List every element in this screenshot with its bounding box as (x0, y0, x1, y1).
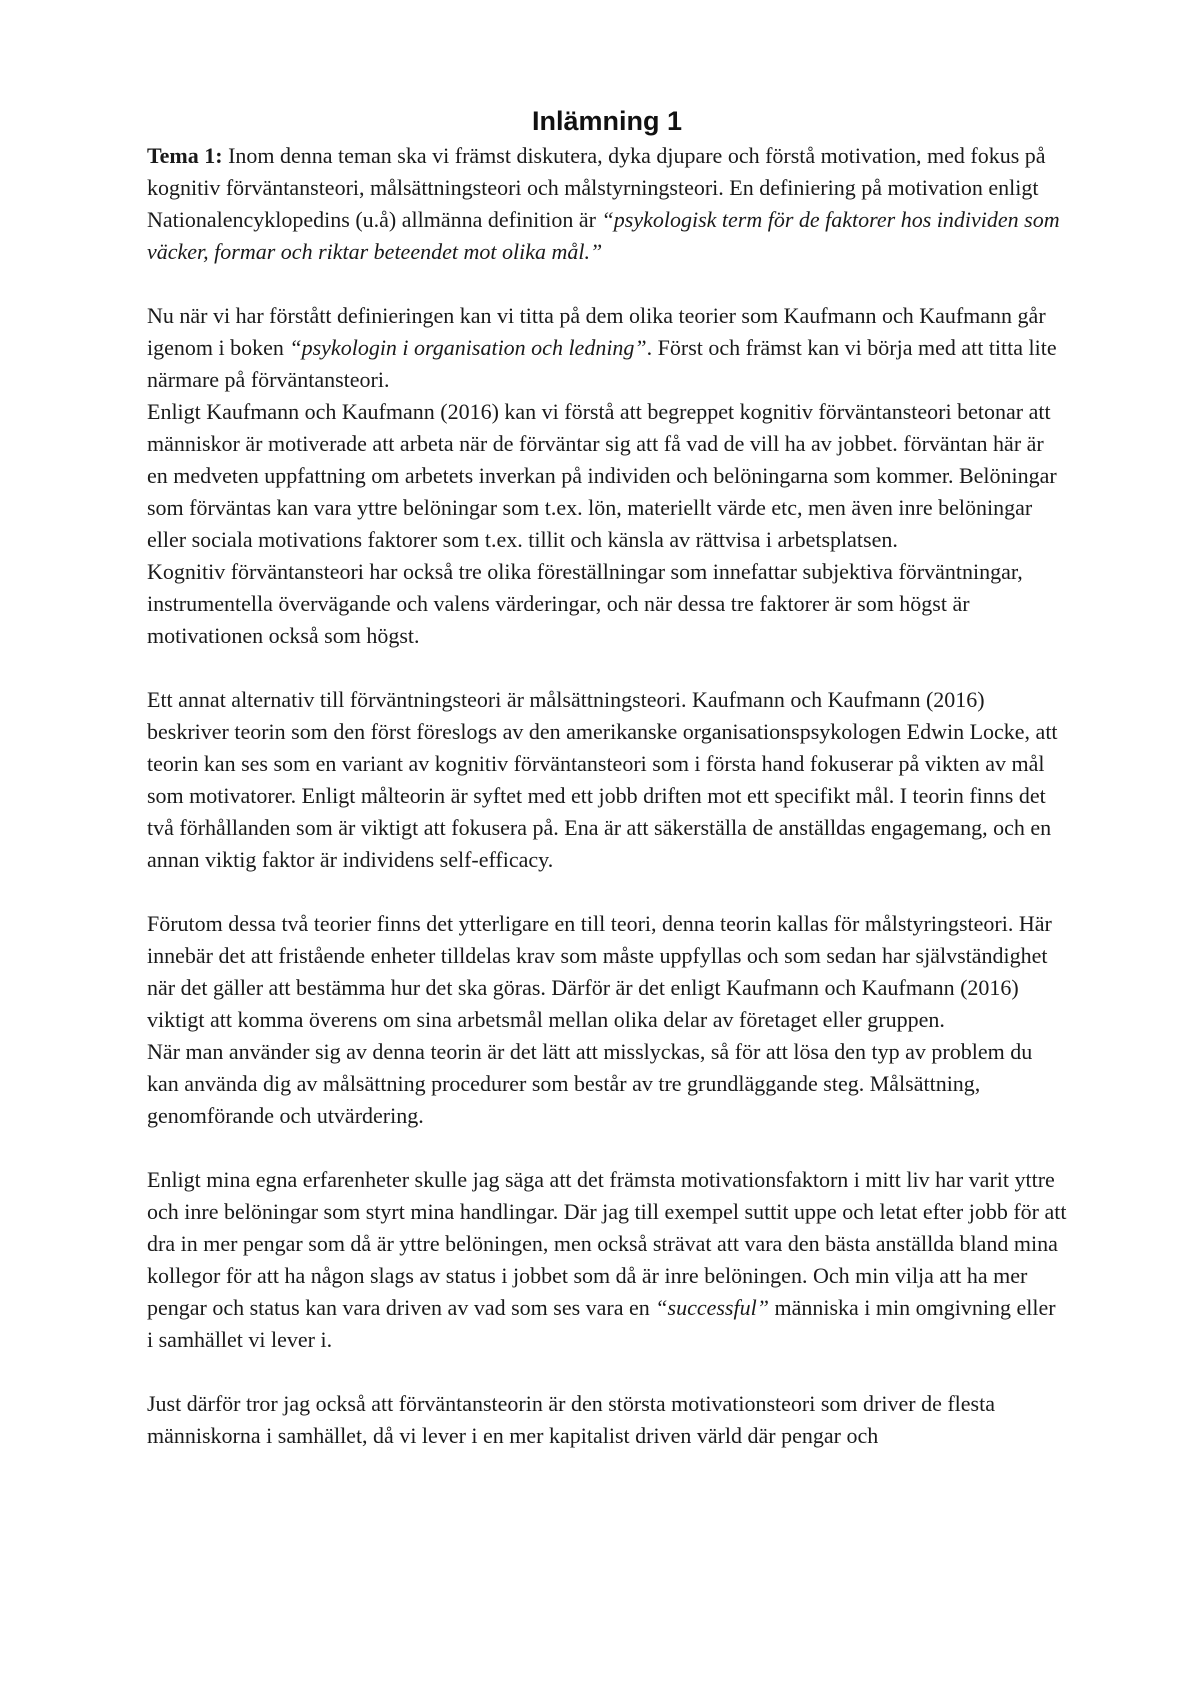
theories-intro-text-end: . Först och främst kan vi börja med att titta lite närmare på förväntansteori. (147, 335, 1057, 392)
definition-quote: “psykologisk term för de faktorer hos individen som väcker, formar och riktar beteendet mot olika mål.” (147, 207, 1060, 264)
paragraph-theories-intro (147, 300, 1067, 396)
paragraph-conclusion: Just därför tror jag också att förväntansteorin är den största motivationsteori som driver de flesta människorna i samhället, då vi lever i en mer kapitalist driven värld där pengar och (147, 1391, 995, 1448)
paragraph-management-by-objectives: Förutom dessa två teorier finns det ytterligare en till teori, denna teorin kallas för målstyringsteori. Här innebär det att fristående enheter tilldelas krav som måste uppfyllas och som sedan har självständighet när det gäller att bestämma hur det ska göras. Därför är det enligt Kaufmann och Kaufmann (2016) viktigt att komma överens om sina arbetsmål mellan olika delar av företaget eller gruppen. (147, 911, 1052, 1032)
personal-experience-text-end: människa i min omgivning eller i samhället vi lever i. (147, 1295, 1056, 1352)
intro-text: Inom denna teman ska vi främst diskutera, dyka djupare och förstå motivation, med fokus på kognitiv förväntansteori, målsättningsteori och målstyrningsteori. En definiering på motivation enligt Nationalencyklopedins (u.å) allmänna definition är (147, 143, 1046, 232)
paragraph-personal-experience (147, 1164, 1067, 1356)
paragraph-goal-setting-theory: Ett annat alternativ till förväntningsteori är målsättningsteori. Kaufmann och Kaufmann (2016) beskriver teorin som den först föreslogs av den amerikanske organisationspsykologen Edwin Locke, att teorin kan ses som en variant av kognitiv förväntansteori som i första hand fokuserar på vikten av mål som motivatorer. Enligt målteorin är syftet med ett jobb driften mot ett specifikt mål. I teorin finns det två förhållanden som är viktigt att fokusera på. Ena är att säkerställa de anställdas engagemang, och en annan viktig faktor är individens self-efficacy. (147, 687, 1058, 872)
paragraph-intro (147, 140, 1067, 268)
book-title: “psykologin i organisation och ledning” (289, 335, 647, 360)
personal-experience-text: Enligt mina egna erfarenheter skulle jag säga att det främsta motivationsfaktorn i mitt liv har varit yttre och inre belöningar som styrt mina handlingar. Där jag till exempel suttit uppe och letat efter jobb för att dra in mer pengar som då är yttre belöningen, men också strävat att vara den bästa anställda bland mina kollegor för att ha någon slags av status i jobbet som då är inre belöningen. Och min vilja att ha mer pengar och status kan vara driven av vad som ses vara en (147, 1167, 1067, 1320)
page-title: Inlämning 1 (531, 106, 683, 136)
theories-intro-text: Nu när vi har förstått definieringen kan vi titta på dem olika teorier som Kaufmann och Kaufmann går igenom i boken (147, 303, 1046, 360)
paragraph-expectancy-beliefs: Kognitiv förväntansteori har också tre olika föreställningar som innefattar subjektiva förväntningar, instrumentella övervägande och valens värderingar, och när dessa tre faktorer är som högst är motivationen också som högst. (147, 559, 1023, 648)
theme-label: Tema 1: (147, 143, 223, 168)
document-body (147, 104, 1067, 1452)
successful-word: “successful” (655, 1295, 769, 1320)
paragraph-goal-setting-procedure: När man använder sig av denna teorin är det lätt att misslyckas, så för att lösa den typ av problem du kan använda dig av målsättning procedurer som består av tre grundläggande steg. Målsättning, genomförande och utvärdering. (147, 1039, 1033, 1128)
paragraph-expectancy-theory: Enligt Kaufmann och Kaufmann (2016) kan vi förstå att begreppet kognitiv förväntansteori betonar att människor är motiverade att arbeta när de förväntar sig att få vad de vill ha av jobbet. förväntan här är en medveten uppfattning om arbetets inverkan på individen och belöningarna som kommer. Belöningar som förväntas kan vara yttre belöningar som t.ex. lön, materiellt värde etc, men även inre belöningar eller sociala motivations faktorer som t.ex. tillit och känsla av rättvisa i arbetsplatsen. (147, 399, 1057, 552)
